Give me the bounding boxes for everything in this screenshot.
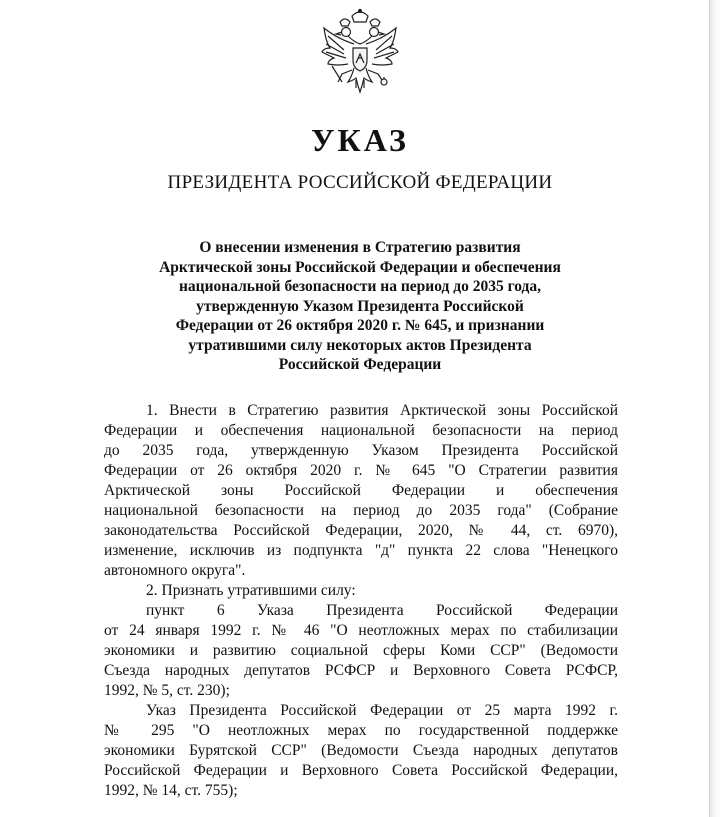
body-line: Арктической зоны Российской Федерации и обеспечения (104, 482, 618, 499)
decree-heading (120, 238, 600, 375)
body-line: Российской Федерации и Верховного Совета Российской Федерации, (104, 762, 618, 779)
body-line: автономного округа". (104, 562, 246, 579)
body-line: 2. Признать утратившими силу: (146, 582, 356, 599)
body-line: Федерации от 26 октября 2020 г. № 645 "О Стратегии развития (104, 462, 618, 479)
document-title: УКАЗ (311, 122, 409, 158)
document-subtitle: ПРЕЗИДЕНТА РОССИЙСКОЙ ФЕДЕРАЦИИ (167, 172, 553, 193)
decree-body (104, 401, 618, 801)
body-line: экономики Бурятской ССР" (Ведомости Съезда народных депутатов (104, 742, 618, 759)
page-edge-shadow (709, 0, 720, 817)
body-line: экономики и развитию социальной сферы Коми ССР" (Ведомости (104, 642, 618, 659)
body-line: № 295 "О неотложных мерах по государственной поддержке (104, 722, 618, 739)
body-line: от 24 января 1992 г. № 46 "О неотложных мерах по стабилизации (104, 622, 618, 639)
heading-line: Российской Федерации (278, 356, 442, 373)
heading-line: национальной безопасности на период до 2035 года, (178, 278, 542, 295)
body-line: 1992, № 5, ст. 230); (104, 682, 230, 699)
body-line: национальной безопасности на период до 2035 года" (Собрание (104, 502, 618, 519)
body-line: до 2035 года, утвержденную Указом Президента Российской (104, 442, 618, 459)
body-line: изменение, исключив из подпункта "д" пункта 22 слова "Ненецкого (104, 542, 618, 559)
heading-line: Федерации от 26 октября 2020 г. № 645, и признании (175, 317, 545, 334)
body-line: 1992, № 14, ст. 755); (104, 782, 238, 799)
body-line: пункт 6 Указа Президента Российской Федерации (146, 602, 618, 619)
heading-line: утвержденную Указом Президента Российской (196, 297, 524, 315)
body-line: 1. Внести в Стратегию развития Арктической зоны Российской (146, 402, 618, 419)
heading-line: О внесении изменения в Стратегию развития (199, 239, 521, 256)
body-line: Указ Президента Российской Федерации от 25 марта 1992 г. (146, 702, 618, 719)
body-line: Федерации и обеспечения национальной безопасности на период (104, 422, 618, 439)
coat-of-arms-icon (318, 8, 402, 98)
body-line: законодательства Российской Федерации, 2020, № 44, ст. 6970), (104, 522, 618, 539)
body-line: Съезда народных депутатов РСФСР и Верховного Совета РСФСР, (104, 662, 618, 679)
heading-line: утратившими силу некоторых актов Президента (188, 336, 532, 354)
heading-line: Арктической зоны Российской Федерации и обеспечения (159, 258, 561, 276)
